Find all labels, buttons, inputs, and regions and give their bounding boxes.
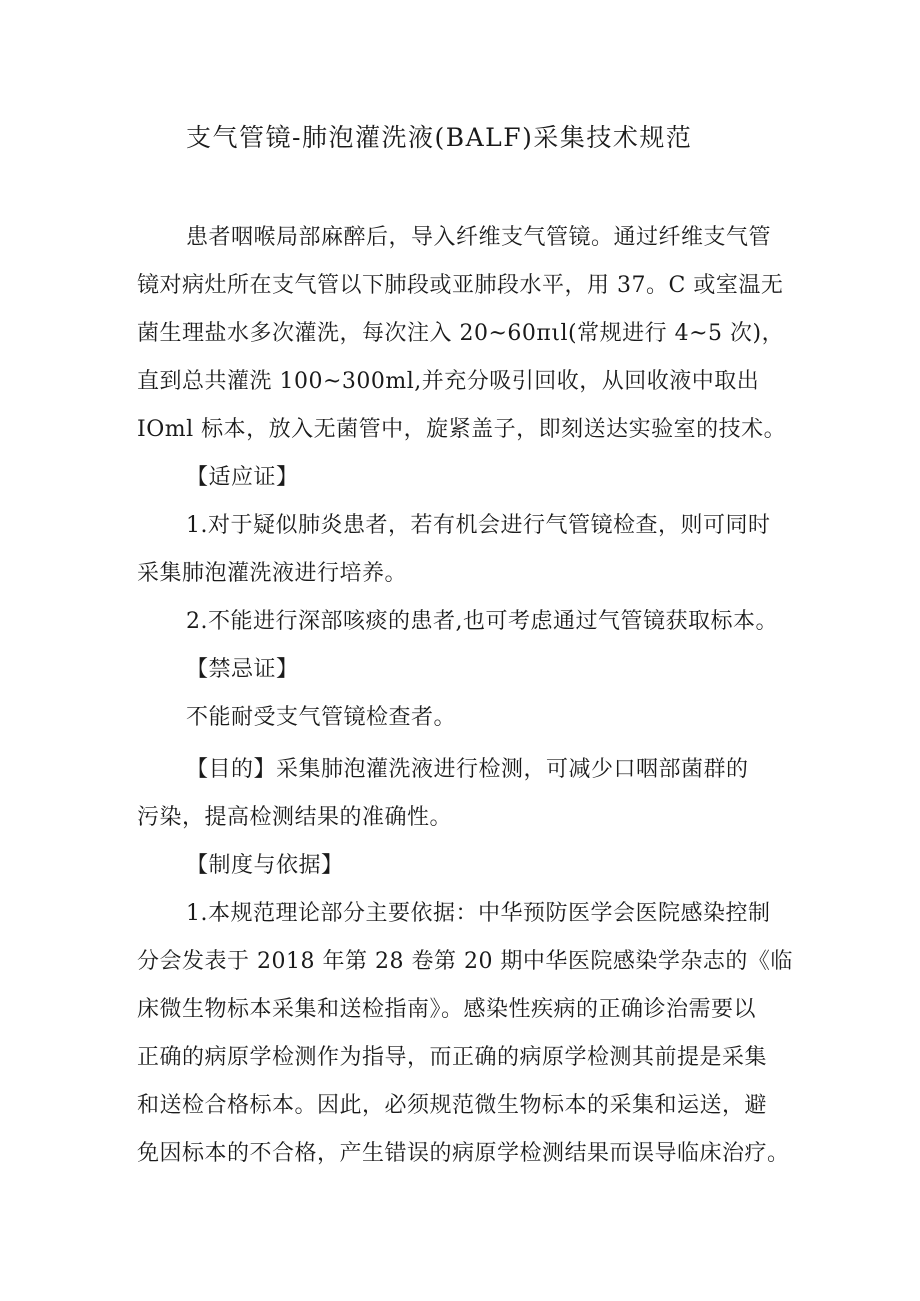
body-line: 菌生理盐水多次灌洗，每次注入 20~60πιl(常规进行 4~5 次)， [137, 321, 785, 346]
body-line: 1.本规范理论部分主要依据：中华预防医学会医院感染控制 [186, 901, 771, 926]
body-line: 污染，提高检测结果的准确性。 [137, 805, 453, 830]
body-line: 床微生物标本采集和送检指南》。感染性疾病的正确诊治需要以 [137, 997, 757, 1022]
body-line: 免因标本的不合格，产生错误的病原学检测结果而误导临床治疗。 [137, 1141, 790, 1166]
section-heading-basis: 【制度与依据】 [186, 853, 344, 878]
body-line: 2.不能进行深部咳痰的患者,也可考虑通过气管镜获取标本。 [186, 609, 778, 634]
body-line: 1.对于疑似肺炎患者，若有机会进行气管镜检查，则可同时 [186, 513, 771, 538]
body-line: 不能耐受支气管镜检查者。 [186, 705, 457, 730]
body-line: 直到总共灌洗 100~300ml,并充分吸引回收，从回收液中取出 [137, 369, 760, 394]
body-line: 分会发表于 2018 年第 28 卷第 20 期中华医院感染学杂志的《临 [137, 949, 793, 974]
body-line: 和送检合格标本。因此，必须规范微生物标本的采集和运送，避 [137, 1093, 768, 1118]
body-line: IOml 标本，放入无菌管中，旋紧盖子，即刻送达实验室的技术。 [137, 417, 787, 442]
document-title: 支气管镜-肺泡灌洗液(BALF)采集技术规范 [186, 123, 693, 152]
body-line: 采集肺泡灌洗液进行培养。 [137, 561, 408, 586]
section-heading-purpose: 【目的】采集肺泡灌洗液进行检测，可减少口咽部菌群的 [186, 757, 749, 782]
section-heading-contraindications: 【禁忌证】 [186, 657, 299, 682]
body-line: 镜对病灶所在支气管以下肺段或亚肺段水平，用 37。C 或室温无 [137, 273, 784, 298]
body-line: 患者咽喉局部麻醉后，导入纤维支气管镜。通过纤维支气管 [186, 225, 772, 250]
section-heading-indications: 【适应证】 [186, 465, 299, 490]
body-line: 正确的病原学检测作为指导，而正确的病原学检测其前提是采集 [137, 1045, 768, 1070]
